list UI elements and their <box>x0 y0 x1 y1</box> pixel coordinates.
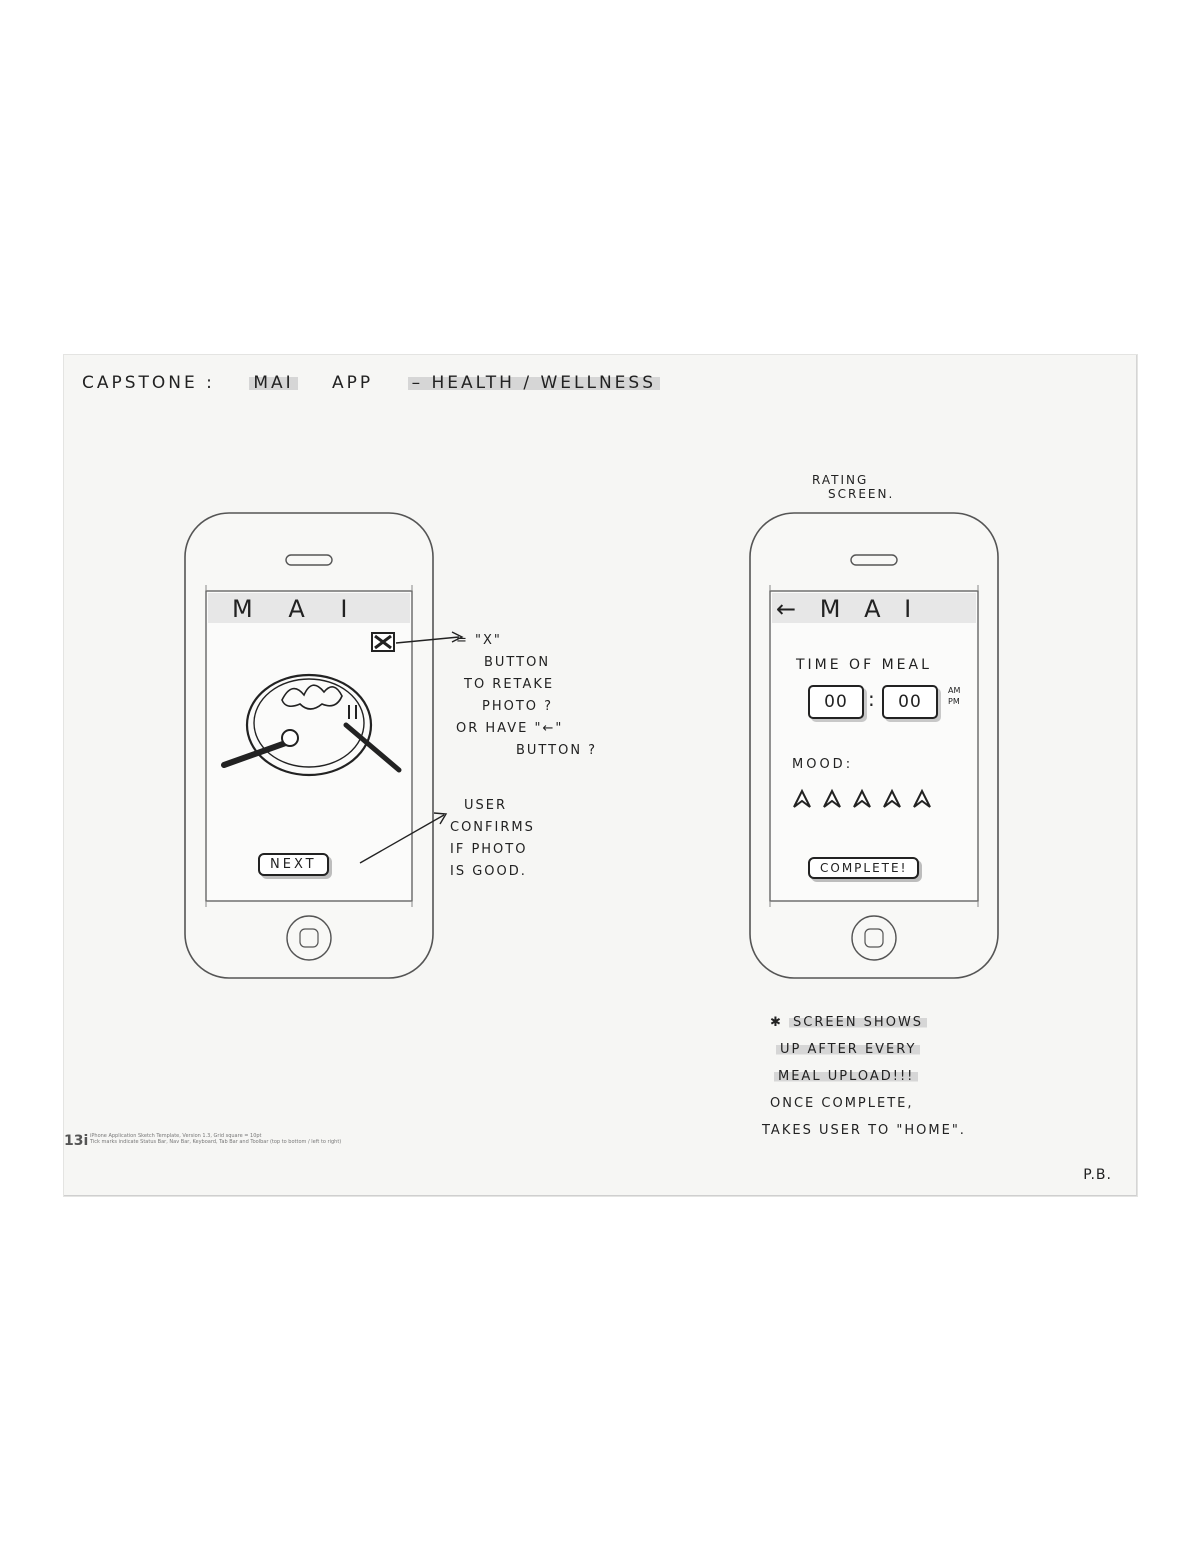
rating-screen-label: RATING SCREEN. <box>812 473 895 501</box>
am-pm-toggle[interactable]: AM PM <box>948 686 961 706</box>
sketch-drawing <box>64 355 1136 1195</box>
footer-page-number: 13i <box>64 1133 89 1149</box>
next-button[interactable]: NEXT <box>258 853 329 876</box>
author-initials: P.B. <box>1083 1167 1112 1183</box>
title-app: APP <box>332 373 374 393</box>
complete-button[interactable]: COMPLETE! <box>808 857 919 879</box>
bottom-note: ✱ SCREEN SHOWS UP AFTER EVERY MEAL UPLOAD!!! ONCE COMPLETE, TAKES USER TO "HOME". <box>762 1015 966 1138</box>
retake-note: = "X" BUTTON TO RETAKE PHOTO ? OR HAVE "←" BUTTON ? <box>456 633 598 758</box>
asterisk: ✱ <box>770 1015 790 1030</box>
phone-2-screen <box>770 591 978 901</box>
minute-input[interactable]: 00 <box>882 685 938 719</box>
mood-label: MOOD: <box>792 757 854 772</box>
time-colon: : <box>868 687 878 711</box>
footer-template-info: iPhone Application Sketch Template, Version 1.3, Grid square = 10pt Tick marks indicate Status Bar, Nav Bar, Keyboard, Tab Bar and Toolbar (top to bottom / left to right) <box>90 1133 342 1145</box>
confirm-note: USER CONFIRMS IF PHOTO IS GOOD. <box>450 798 535 879</box>
title-mai: MAI <box>249 373 297 393</box>
title-health-wellness: – HEALTH / WELLNESS <box>408 373 660 393</box>
screen2-logo-back[interactable]: ← M A I <box>776 595 920 623</box>
time-of-meal-label: TIME OF MEAL <box>796 657 932 673</box>
title-capstone: CAPSTONE : <box>82 373 215 393</box>
screen1-logo: M A I <box>232 595 362 623</box>
hour-input[interactable]: 00 <box>808 685 864 719</box>
sketch-sheet <box>64 355 1137 1196</box>
